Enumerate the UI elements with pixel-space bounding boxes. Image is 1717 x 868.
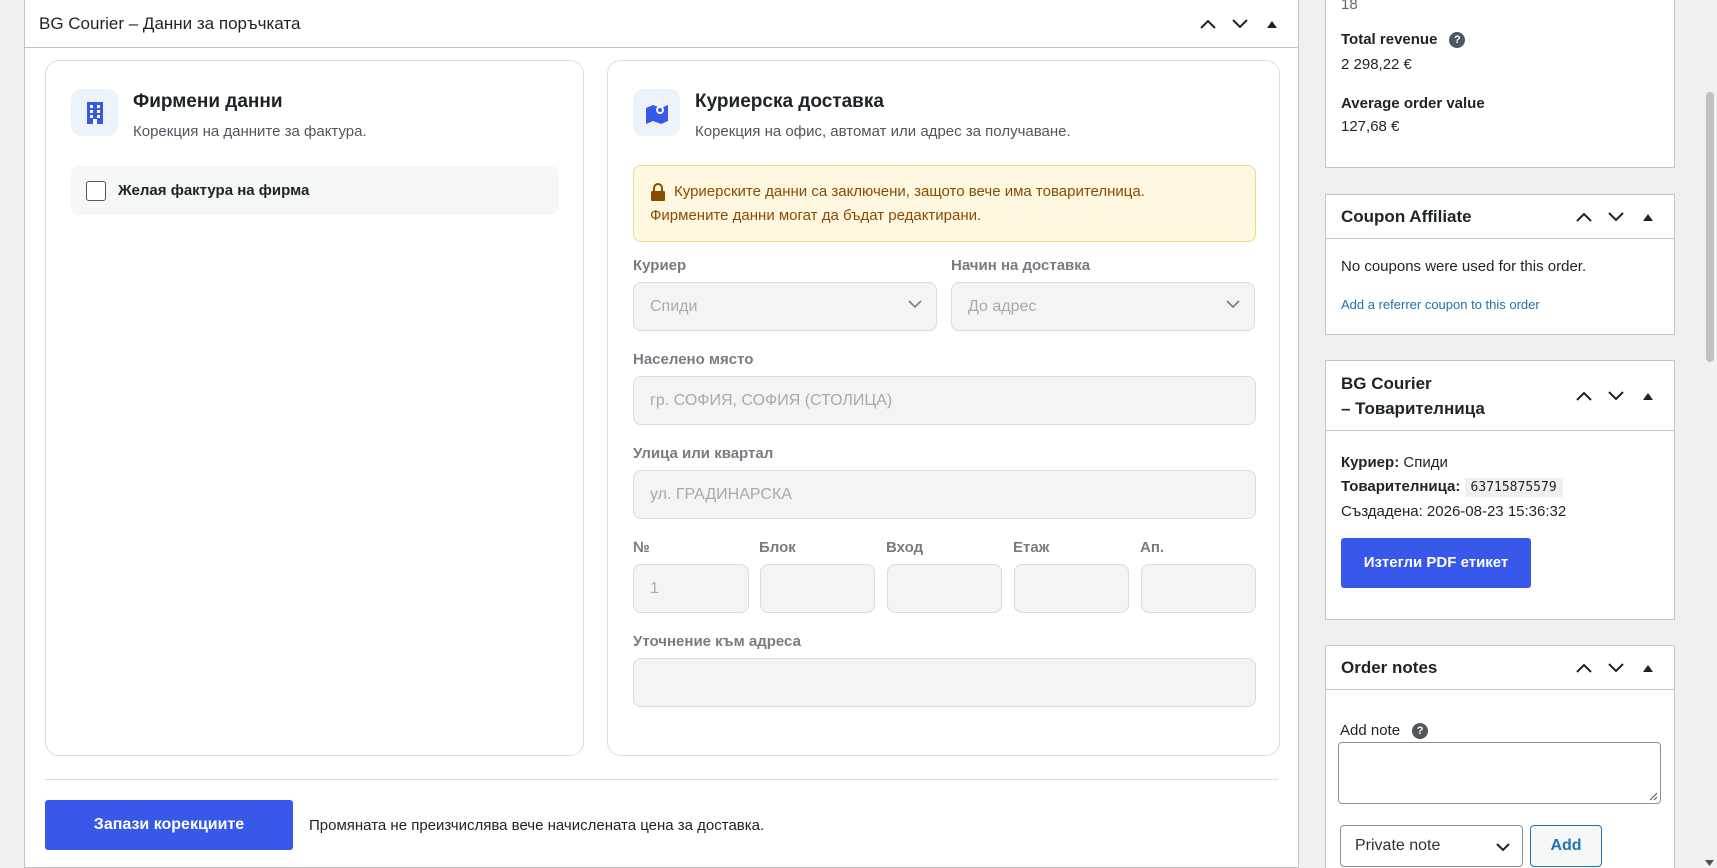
move-up-button[interactable] [1196,12,1220,36]
waybill-created-row [1341,500,1659,524]
triangle-up-icon [1643,664,1653,672]
coupon-affiliate-box [1325,194,1675,335]
waybill-box [1325,360,1675,620]
locked-notice [633,165,1256,242]
delivery-method-label: Начин на доставка [951,257,1091,274]
total-revenue-label-text: Total revenue [1341,31,1438,48]
toggle-panel-button[interactable] [1636,205,1660,229]
move-down-button[interactable] [1228,12,1252,36]
entrance-field[interactable] [887,564,1002,613]
waybill-courier-label: Куриер: [1341,454,1400,471]
chevron-down-icon [1607,211,1625,223]
coupon-title: Coupon Affiliate [1341,206,1472,226]
floor-label: Етаж [1013,539,1050,556]
help-icon[interactable]: ? [1412,723,1428,739]
lock-icon [650,183,666,201]
chevron-down-icon [1607,662,1625,674]
chevron-down-icon [908,300,922,309]
courier-delivery-card [607,60,1280,756]
add-note-label-text: Add note [1340,722,1401,739]
total-revenue-value: 2 298,22 € [1341,56,1412,73]
block-label: Блок [759,539,796,556]
apartment-label: Ап. [1140,539,1165,556]
number-value: 1 [650,579,659,597]
note-type-select[interactable] [1340,825,1523,867]
address-note-field[interactable] [633,658,1256,707]
toggle-panel-button[interactable] [1636,656,1660,680]
total-revenue-label [1341,31,1659,48]
help-icon[interactable]: ? [1449,32,1465,48]
resize-handle-icon [1649,792,1658,801]
move-down-button[interactable] [1604,656,1628,680]
waybill-created-label: Създадена: [1341,503,1423,520]
chevron-up-icon [1575,211,1593,223]
move-down-button[interactable] [1604,384,1628,408]
waybill-title [1341,371,1485,421]
order-notes-header [1326,646,1674,690]
firm-data-card [45,60,584,756]
coupon-header [1326,195,1674,239]
chevron-down-icon [1496,843,1510,852]
city-value: гр. СОФИЯ, СОФИЯ (СТОЛИЦА) [650,391,893,409]
add-referrer-coupon-link[interactable]: Add a referrer coupon to this order [1341,297,1540,312]
page-scrollbar[interactable] [1702,0,1717,868]
box-controls [1196,12,1284,36]
courier-card-title: Куриерска доставка [695,91,884,112]
scrollbar-thumb[interactable] [1706,92,1714,362]
street-label: Улица или квартал [633,445,774,462]
cards-area [45,60,1278,756]
city-field[interactable] [633,376,1256,425]
download-pdf-label-button[interactable]: Изтегли PDF етикет [1341,538,1531,588]
move-up-button[interactable] [1572,656,1596,680]
courier-select-value: Спиди [650,297,698,315]
courier-card-header [633,89,1071,140]
number-field[interactable] [633,564,749,613]
courier-select[interactable] [633,282,937,331]
customer-stats-box [1325,0,1675,168]
delivery-method-select[interactable] [951,282,1255,331]
courier-label: Куриер [633,257,687,274]
waybill-number-label: Товарителница: [1341,478,1461,495]
move-up-button[interactable] [1572,384,1596,408]
waybill-courier-value: Спиди [1403,454,1448,471]
courier-card-subtitle: Корекция на офис, автомат или адрес за получаване. [695,123,1071,140]
order-notes-box [1325,645,1675,868]
toggle-panel-button[interactable] [1636,384,1660,408]
box-title: BG Courier – Данни за поръчката [39,13,301,33]
notice-line2: Фирмените данни могат да бъдат редактирани. [650,207,982,224]
triangle-up-icon [1643,392,1653,400]
chevron-up-icon [1575,390,1593,402]
move-up-button[interactable] [1572,205,1596,229]
entrance-label: Вход [886,539,924,556]
coupon-text: No coupons were used for this order. [1341,258,1587,275]
map-icon [633,89,680,136]
save-note: Промяната не преизчислява вече начислената цена за доставка. [309,817,765,834]
street-field[interactable] [633,470,1256,519]
block-field[interactable] [760,564,875,613]
stats-top-value: 18 [1341,0,1358,13]
note-textarea[interactable] [1338,742,1661,804]
note-actions-row [1340,825,1659,867]
address-note-label: Уточнение към адреса [633,633,801,650]
firm-invoice-label[interactable]: Желая фактура на фирма [118,182,310,199]
scroll-down-arrow-icon [1705,860,1714,866]
apartment-field[interactable] [1141,564,1256,613]
chevron-down-icon [1231,18,1249,30]
building-icon [71,89,118,136]
average-order-label: Average order value [1341,95,1485,112]
add-note-button[interactable]: Add [1530,825,1602,867]
triangle-up-icon [1267,20,1277,28]
firm-invoice-checkbox[interactable] [86,181,106,201]
waybill-header [1326,361,1674,431]
add-note-label [1340,722,1659,739]
order-notes-title: Order notes [1341,657,1438,677]
floor-field[interactable] [1014,564,1129,613]
firm-card-title: Фирмени данни [133,91,283,112]
delivery-method-value: До адрес [968,297,1037,315]
waybill-number-value: 63715875579 [1465,478,1563,497]
waybill-title-line1: BG Courier [1341,373,1432,393]
waybill-number-row [1341,475,1659,500]
firm-card-header [71,89,367,140]
box-header [25,0,1298,48]
chevron-up-icon [1199,18,1217,30]
waybill-courier-row [1341,451,1659,475]
chevron-down-icon [1607,390,1625,402]
move-down-button[interactable] [1604,205,1628,229]
save-corrections-button[interactable]: Запази корекциите [45,800,293,850]
street-value: ул. ГРАДИНАРСКА [650,485,792,503]
average-order-value: 127,68 € [1341,118,1400,135]
number-label: № [633,539,650,556]
firm-card-subtitle: Корекция на данните за фактура. [133,123,367,140]
note-type-value: Private note [1355,837,1441,854]
waybill-created-value: 2026-08-23 15:36:32 [1426,503,1567,520]
divider [45,779,1278,780]
courier-order-data-box [24,0,1299,868]
chevron-up-icon [1575,662,1593,674]
city-label: Населено място [633,351,754,368]
notice-line1: Куриерските данни са заключени, защото вече има товарителница. [674,183,1145,200]
waybill-title-line2: – Товарителница [1341,398,1485,418]
toggle-panel-button[interactable] [1260,12,1284,36]
triangle-up-icon [1643,213,1653,221]
chevron-down-icon [1226,300,1240,309]
firm-invoice-option[interactable] [71,166,559,215]
